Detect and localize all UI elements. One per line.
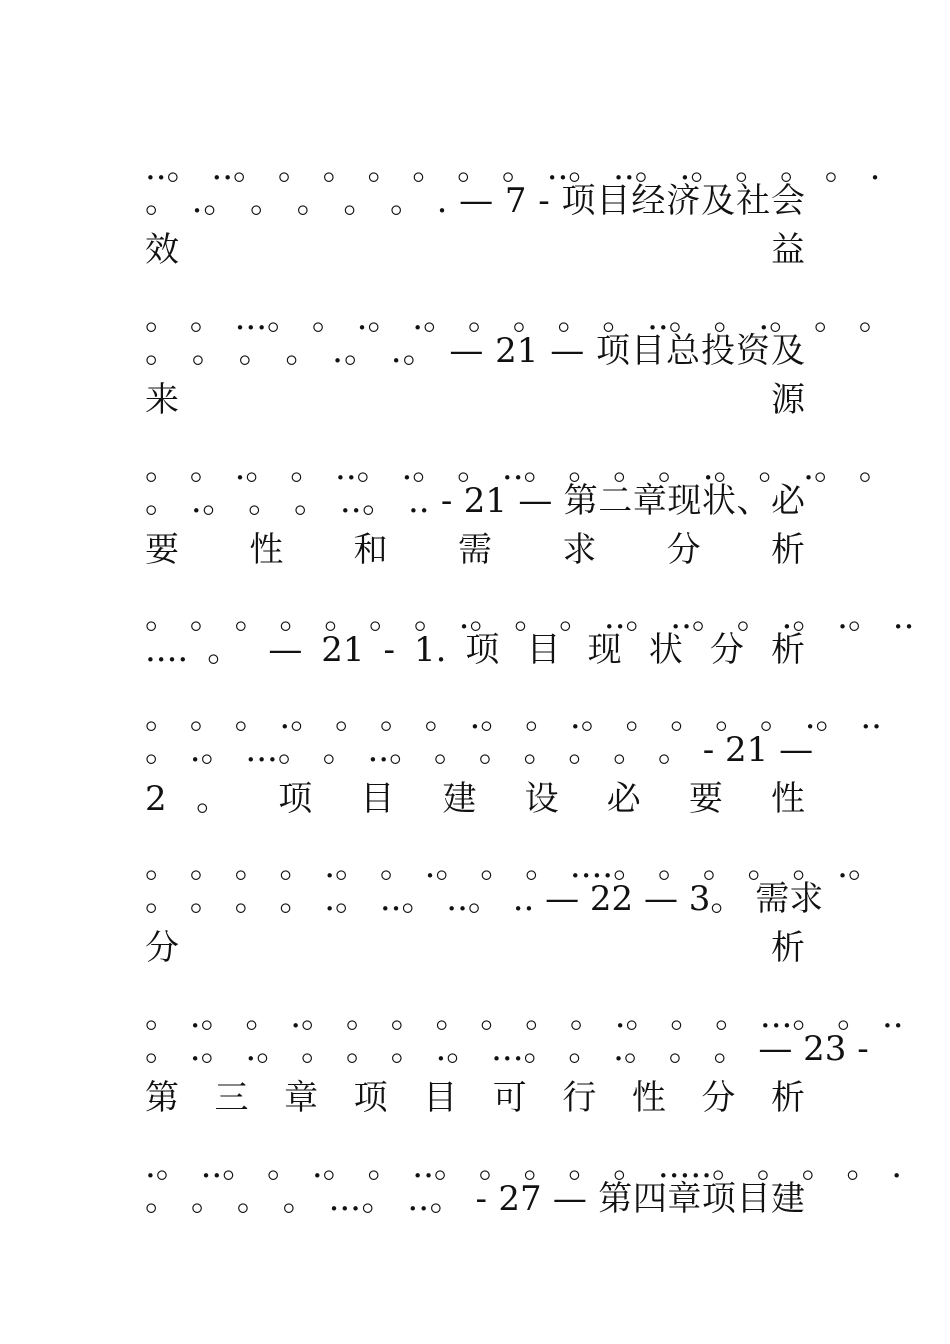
toc-line: .... 。 — 21 - 1. 项 目 现 状 分 析 — [145, 630, 805, 670]
toc-line: 。 。 。 。 .。 。 .。 。 。 ....。 。 。 。 。 .。 — [145, 846, 882, 886]
toc-line: 。 .。 ...。 。 ..。 。 。 。 。 。 。 - 21 — — [145, 730, 814, 770]
toc-line: 。 。 。 。 .。 .。 — 21 — 项目总投资及 — [145, 331, 805, 371]
toc-line: .。 ..。 。 .。 。 ..。 。 。 。 。 .....。 。 。 。 . — [145, 1146, 902, 1186]
toc-line: 。 。 。 .。 。 。 。 .。 。 .。 。 。 。 。 .。 .. — [145, 697, 882, 737]
toc-line: 。 .。 .。 。 。 。 .。 ...。 。 .。 。 。 — 23 - — [145, 1029, 869, 1069]
toc-line: 。 。 。 。 ...。 ..。 - 27 — 第四章项目建 — [145, 1179, 805, 1219]
toc-line: 来 源 — [145, 380, 805, 420]
toc-line: 第 三 章 项 目 可 行 性 分 析 — [145, 1078, 805, 1118]
toc-line: 。 .。 。 。 ..。 .. - 21 — 第二章现状、必 — [145, 481, 805, 521]
toc-line: 分 析 — [145, 928, 805, 968]
toc-line: 。 .。 。 。 。 。 . — 7 - 项目经济及社会 — [145, 181, 805, 221]
toc-line: 2 。 项 目 建 设 必 要 性 — [145, 779, 805, 819]
toc-line: 要 性 和 需 求 分 析 — [145, 530, 805, 570]
toc-line: ..。 ..。 。 。 。 。 。 。 ..。 ..。 .。 。 。 。 . — [145, 148, 881, 188]
toc-line: 。 。 ...。 。 .。 .。 。 。 。 。 ..。 。 .。 。 。 — [145, 298, 893, 338]
toc-line: 效 益 — [145, 230, 805, 270]
toc-line: 。 。 .。 。 ..。 .。 。 ..。 。 。 。 .。 。 .。 。 — [145, 448, 893, 488]
toc-line: 。 .。 。 .。 。 。 。 。 。 。 .。 。 。 ...。 。 .. — [145, 996, 904, 1036]
toc-line: 。 。 。 。 。 。 。 .。 。 。 ..。 ..。 。 .。 .。 .. — [145, 597, 915, 637]
toc-line: 。 。 。 。 .。 ..。 ..。 .. — 22 — 3。 需求 — [145, 879, 824, 919]
